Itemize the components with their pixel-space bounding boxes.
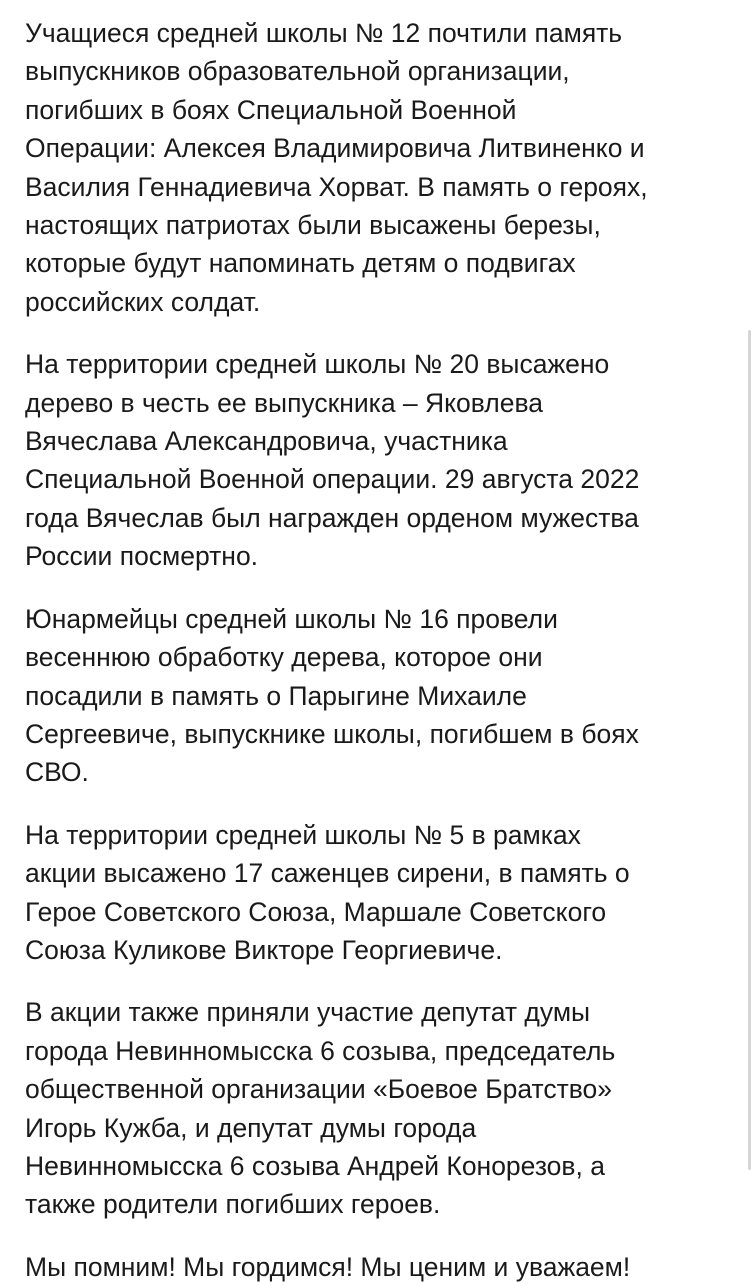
text-line: Вячеслава Александровича, участника xyxy=(25,426,508,457)
text-line: года Вячеслав был награжден орденом мужества xyxy=(25,502,639,533)
paragraph-school-20 xyxy=(25,345,734,575)
text-line: СВО. xyxy=(25,757,89,788)
text-line: общественной организации «Боевое Братство» xyxy=(25,1074,612,1105)
text-line: акции высажено 17 саженцев сирени, в память о xyxy=(25,858,630,889)
paragraph-school-5 xyxy=(25,816,734,970)
text-line: Юнармейцы средней школы № 16 провели xyxy=(25,603,558,634)
text-line: погибших в боях Специальной Военной xyxy=(25,94,517,125)
text-line: На территории средней школы № 20 высажено xyxy=(25,349,610,380)
scroll-indicator[interactable] xyxy=(748,330,751,1170)
text-line: выпускников образовательной организации, xyxy=(25,56,570,87)
text-line: города Невинномысска 6 созыва, председатель xyxy=(25,1035,616,1066)
text-line: На территории средней школы № 5 в рамках xyxy=(25,819,581,850)
text-line: дерево в честь ее выпускника – Яковлева xyxy=(25,387,543,418)
text-line: Мы помним! Мы гордимся! Мы ценим и уважаем! xyxy=(25,1251,631,1282)
text-line: посадили в память о Парыгине Михаиле xyxy=(25,680,527,711)
paragraph-school-16 xyxy=(25,600,734,792)
text-line: Сергеевиче, выпускнике школы, погибшем в боях xyxy=(25,718,639,749)
paragraph-school-12 xyxy=(25,14,734,321)
text-line: российских солдат. xyxy=(25,286,261,317)
text-line: В акции также приняли участие депутат думы xyxy=(25,997,591,1028)
text-line: Специальной Военной операции. 29 августа 2022 xyxy=(25,464,640,495)
text-line: Союза Куликове Викторе Георгиевиче. xyxy=(25,934,503,965)
paragraph-participants xyxy=(25,993,734,1223)
text-line: настоящих патриотах были высажены березы, xyxy=(25,210,601,241)
text-line: также родители погибших героев. xyxy=(25,1189,441,1220)
text-line: которые будут напоминать детям о подвигах xyxy=(25,248,576,279)
paragraph-closing xyxy=(25,1248,734,1286)
text-line: Учащиеся средней школы № 12 почтили память xyxy=(25,18,623,48)
text-line: Невинномысска 6 созыва Андрей Конорезов, а xyxy=(25,1150,605,1181)
text-line: весеннюю обработку дерева, которое они xyxy=(25,642,543,673)
text-line: Игорь Кужба, и депутат думы города xyxy=(25,1112,477,1143)
text-line: Василия Геннадиевича Хорват. В память о героях, xyxy=(25,171,648,202)
text-line: Операции: Алексея Владимировича Литвиненко и xyxy=(25,133,645,164)
text-line: Герое Советского Союза, Маршале Советского xyxy=(25,896,607,927)
text-line: России посмертно. xyxy=(25,541,259,572)
